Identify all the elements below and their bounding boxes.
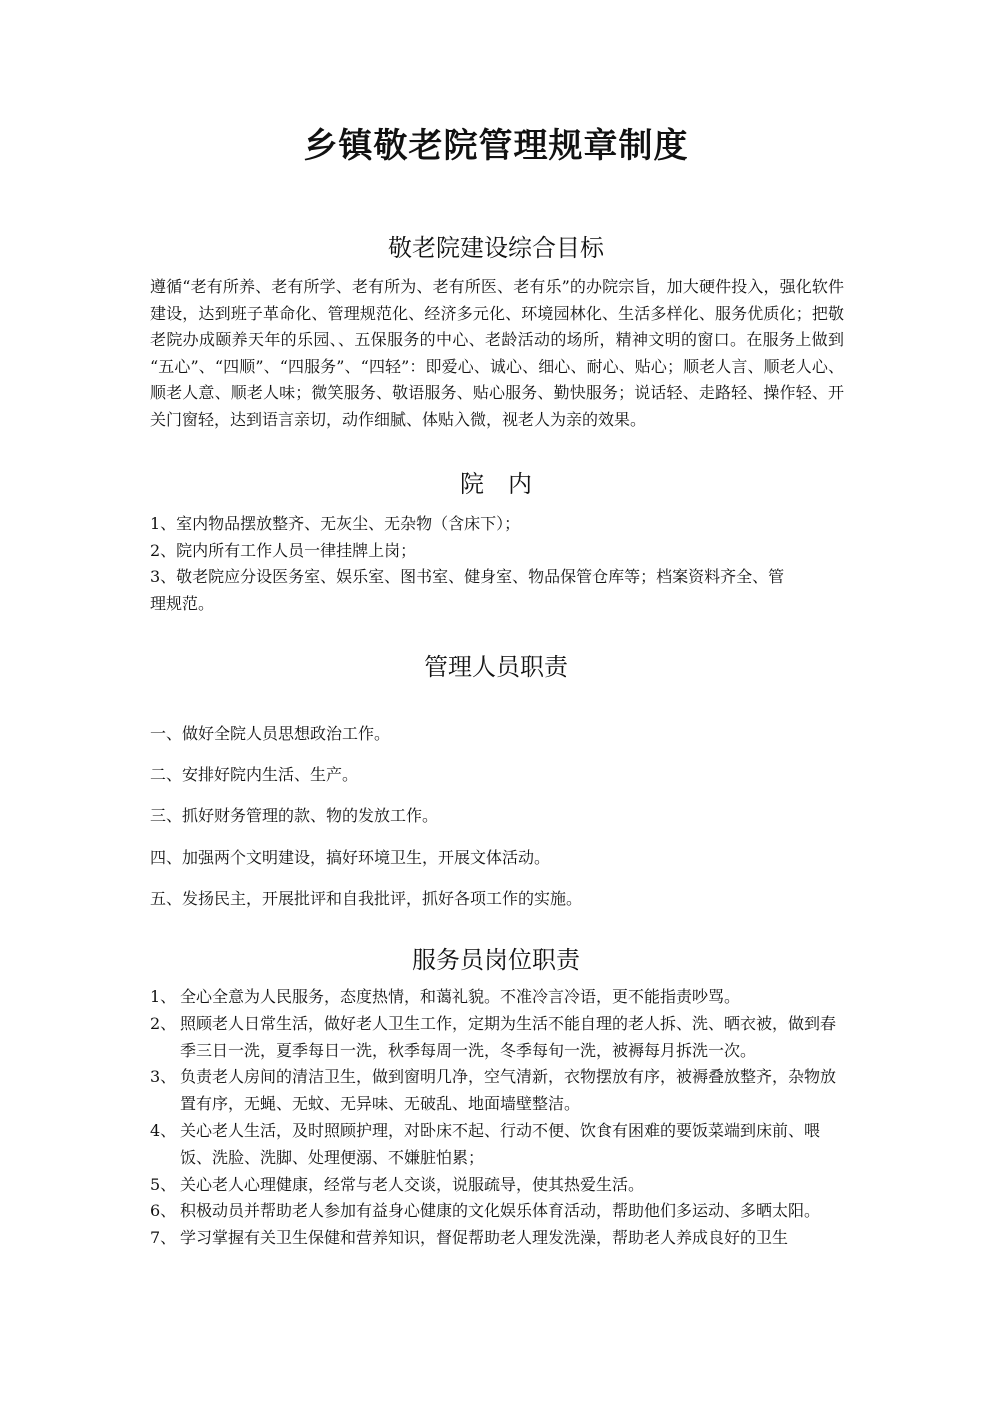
staff-item <box>150 1225 850 1252</box>
yard-item: 2、院内所有工作人员一律挂牌上岗； <box>150 540 417 560</box>
staff-item-text: 负责老人房间的清洁卫生，做到窗明几净，空气清新，衣物摆放有序，被褥叠放整齐，杂物放置有序，无蝇、无蚊、无异味、无破乱、地面墙壁整洁。 <box>180 1067 837 1114</box>
manager-item: 三、抓好财务管理的款、物的发放工作。 <box>150 806 439 826</box>
manager-heading: 管理人员职责 <box>424 653 568 681</box>
staff-item-text: 积极动员并帮助老人参加有益身心健康的文化娱乐体育活动，帮助他们多运动、多晒太阳。 <box>180 1201 821 1221</box>
staff-item-number: 3、 <box>150 1067 177 1087</box>
staff-item-number: 1、 <box>150 987 177 1006</box>
staff-item-text: 学习掌握有关卫生保健和营养知识，督促帮助老人理发洗澡，帮助老人养成良好的卫生 <box>180 1228 789 1248</box>
staff-item <box>150 1198 850 1225</box>
manager-item: 五、发扬民主，开展批评和自我批评，抓好各项工作的实施。 <box>150 888 583 908</box>
manager-item: 二、安排好院内生活、生产。 <box>150 765 359 785</box>
staff-item-number: 6、 <box>150 1201 177 1221</box>
document-title: 乡镇敬老院管理规章制度 <box>303 126 689 166</box>
yard-heading: 院 内 <box>460 470 532 498</box>
staff-item-number: 2、 <box>150 1013 177 1033</box>
staff-item <box>150 984 850 1011</box>
yard-list <box>150 511 850 617</box>
staff-item-text: 关心老人心理健康，经常与老人交谈，说服疏导，使其热爱生活。 <box>180 1174 645 1194</box>
staff-item-number: 7、 <box>150 1228 177 1248</box>
staff-item-text: 关心老人生活，及时照顾护理，对卧床不起、行动不便、饮食有困难的要饭菜端到床前、喂饭、洗脸、洗脚、处理便溺、不嫌脏怕累； <box>180 1120 821 1167</box>
goal-heading: 敬老院建设综合目标 <box>388 234 604 262</box>
manager-item: 四、加强两个文明建设，搞好环境卫生，开展文体活动。 <box>150 847 551 867</box>
staff-item <box>150 1011 850 1065</box>
manager-item: 一、做好全院人员思想政治工作。 <box>150 724 391 743</box>
staff-item <box>150 1118 850 1172</box>
manager-list <box>150 713 850 919</box>
staff-item-number: 5、 <box>150 1174 177 1194</box>
yard-item: 1、室内物品摆放整齐、无灰尘、无杂物（含床下）； <box>150 514 521 533</box>
staff-item <box>150 1064 850 1118</box>
staff-heading: 服务员岗位职责 <box>412 946 580 974</box>
staff-item-text: 照顾老人日常生活，做好老人卫生工作，定期为生活不能自理的老人拆、洗、晒衣被，做到春季三日一洗，夏季每日一洗，秋季每周一洗，冬季每旬一洗，被褥每月拆洗一次。 <box>180 1013 837 1060</box>
staff-item-number: 4、 <box>150 1120 177 1140</box>
goal-paragraph: 遵循“老有所养、老有所学、老有所为、老有所医、老有乐”的办院宗旨，加大硬件投入，强化软件建设，达到班子革命化、管理规范化、经济多元化、环境园林化、生活多样化、服务优质化；把敬老院办成颐养天年的乐园、、五保服务的中心、老龄活动的场所，精神文明的窗口。在服务上做到 “五心”、“四顺”、“四服务”、“四轻”：即爱心、诚心、细心、耐心、贴心；顺老人言、顺老人心、顺老人意、顺老人味；微笑服务、敬语服务、贴心服务、勤快服务；说话轻、走路轻、操作轻、开关门窗轻，达到语言亲切，动作细腻、体贴入微，视老人为亲的效果。 <box>150 277 844 429</box>
yard-item: 理规范。 <box>150 593 215 613</box>
staff-item <box>150 1172 850 1199</box>
yard-item: 3、敬老院应分设医务室、娱乐室、图书室、健身室、物品保管仓库等；档案资料齐全、管 <box>150 567 785 586</box>
staff-list <box>150 984 850 1252</box>
staff-item-text: 全心全意为人民服务，态度热情，和蔼礼貌。不准冷言冷语，更不能指责吵骂。 <box>180 987 741 1006</box>
